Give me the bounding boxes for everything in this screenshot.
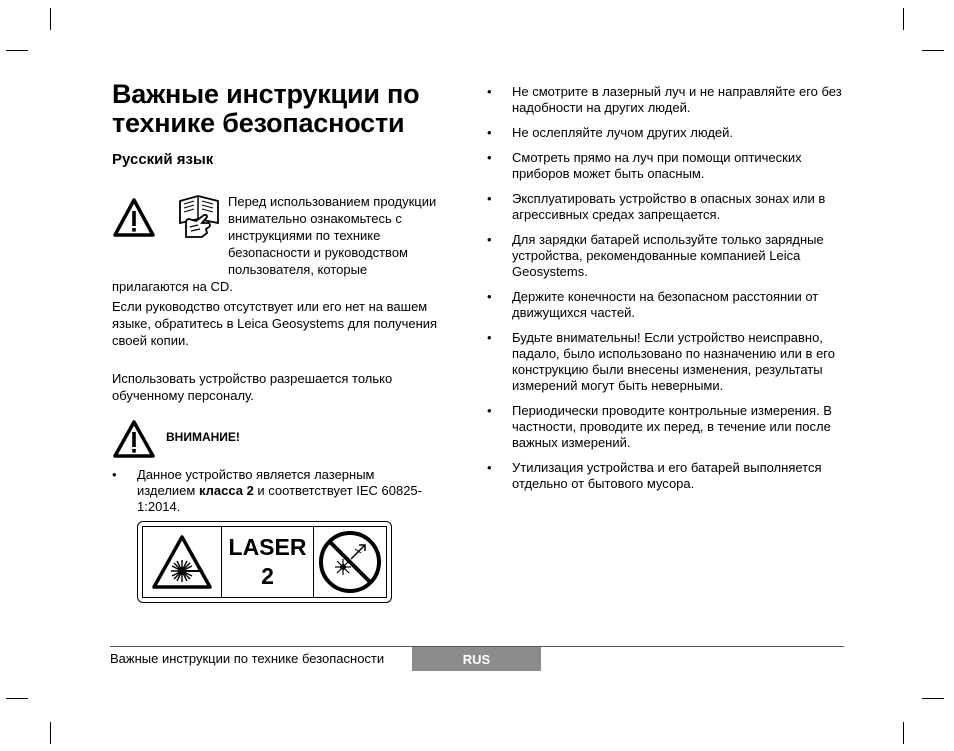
list-item: • Не ослепляйте лучом других людей. (487, 125, 847, 141)
caution-triangle-icon (112, 419, 156, 459)
class-bullet-list (112, 467, 432, 515)
laser-class-label (137, 521, 392, 603)
footer-text: Важные инструкции по технике безопасности (110, 651, 385, 666)
crop-mark (6, 50, 28, 51)
paragraph-line: Если руководство отсутствует или его нет на вашем (112, 299, 428, 314)
list-item (112, 467, 432, 515)
intro-text (228, 193, 468, 278)
crop-mark (903, 8, 904, 30)
paragraph-line: языке, обратитесь в Leica Geosystems для получения (112, 316, 438, 331)
crop-mark (922, 50, 944, 51)
crop-mark (903, 722, 904, 744)
laser-word: LASER (228, 534, 307, 560)
intro-line: инструкциями по технике (228, 228, 381, 243)
paragraph-line: обученному персоналу. (112, 388, 254, 403)
read-manual-icon (176, 193, 222, 239)
laser-text-cell (222, 527, 314, 597)
no-view-cell (314, 527, 386, 597)
crop-mark (922, 698, 944, 699)
warning-triangle-icon (112, 197, 156, 239)
list-item: • Периодически проводите контрольные измерения. В частности, проводите их перед, в течение или после важных измерений. (487, 403, 847, 451)
paragraph-line: своей копии. (112, 333, 189, 348)
trained-personnel-paragraph (112, 370, 472, 404)
intro-line: пользователя, которые (228, 262, 368, 277)
laser-class-number: 2 (261, 563, 274, 589)
list-item: • Утилизация устройства и его батарей выполняется отдельно от бытового мусора. (487, 460, 847, 492)
crop-mark (6, 698, 28, 699)
list-item: • Будьте внимательны! Если устройство неисправно, падало, было использовано по назначению или в его конструкцию были внесены изменения, результаты измерений могут быть неверными. (487, 330, 847, 394)
list-item: • Держите конечности на безопасном расстоянии от движущихся частей. (487, 289, 847, 321)
missing-manual-paragraph (112, 298, 472, 349)
title-line-2: технике безопасности (112, 108, 405, 138)
intro-line: внимательно ознакомьтесь с (228, 211, 402, 226)
crop-mark (50, 722, 51, 744)
list-item: • Смотреть прямо на луч при помощи оптических приборов может быть опасным. (487, 150, 847, 182)
crop-mark (50, 8, 51, 30)
intro-tail: прилагаются на CD. (112, 279, 233, 294)
no-direct-view-icon (317, 529, 383, 595)
caution-label: ВНИМАНИЕ! (166, 430, 240, 444)
safety-bullet-list (487, 84, 847, 501)
intro-line: Перед использованием продукции (228, 194, 437, 209)
list-item: • Не смотрите в лазерный луч и не направляйте его без надобности на других людей. (487, 84, 847, 116)
intro-line: безопасности и руководством (228, 245, 408, 260)
language-heading: Русский язык (112, 151, 214, 168)
title-line-1: Важные инструкции по (112, 79, 420, 109)
list-item: • Для зарядки батарей используйте только зарядные устройства, рекомендованные компанией Leica Geosystems. (487, 232, 847, 280)
list-item: • Эксплуатировать устройство в опасных зонах или в агрессивных средах запрещается. (487, 191, 847, 223)
language-tab: RUS (412, 647, 541, 671)
class-text-after: и соответствует IEC 60825-1:2014. (137, 483, 422, 514)
page-title (112, 80, 419, 138)
class-text-bold: класса 2 (198, 483, 254, 498)
laser-warning-icon (151, 534, 213, 590)
class-text-before: Данное устройство является лазерным изделием (137, 467, 375, 498)
laser-label-inner (142, 526, 387, 598)
paragraph-line: Использовать устройство разрешается только (112, 371, 393, 386)
laser-warning-cell (143, 527, 222, 597)
laser-class-text (229, 533, 307, 591)
